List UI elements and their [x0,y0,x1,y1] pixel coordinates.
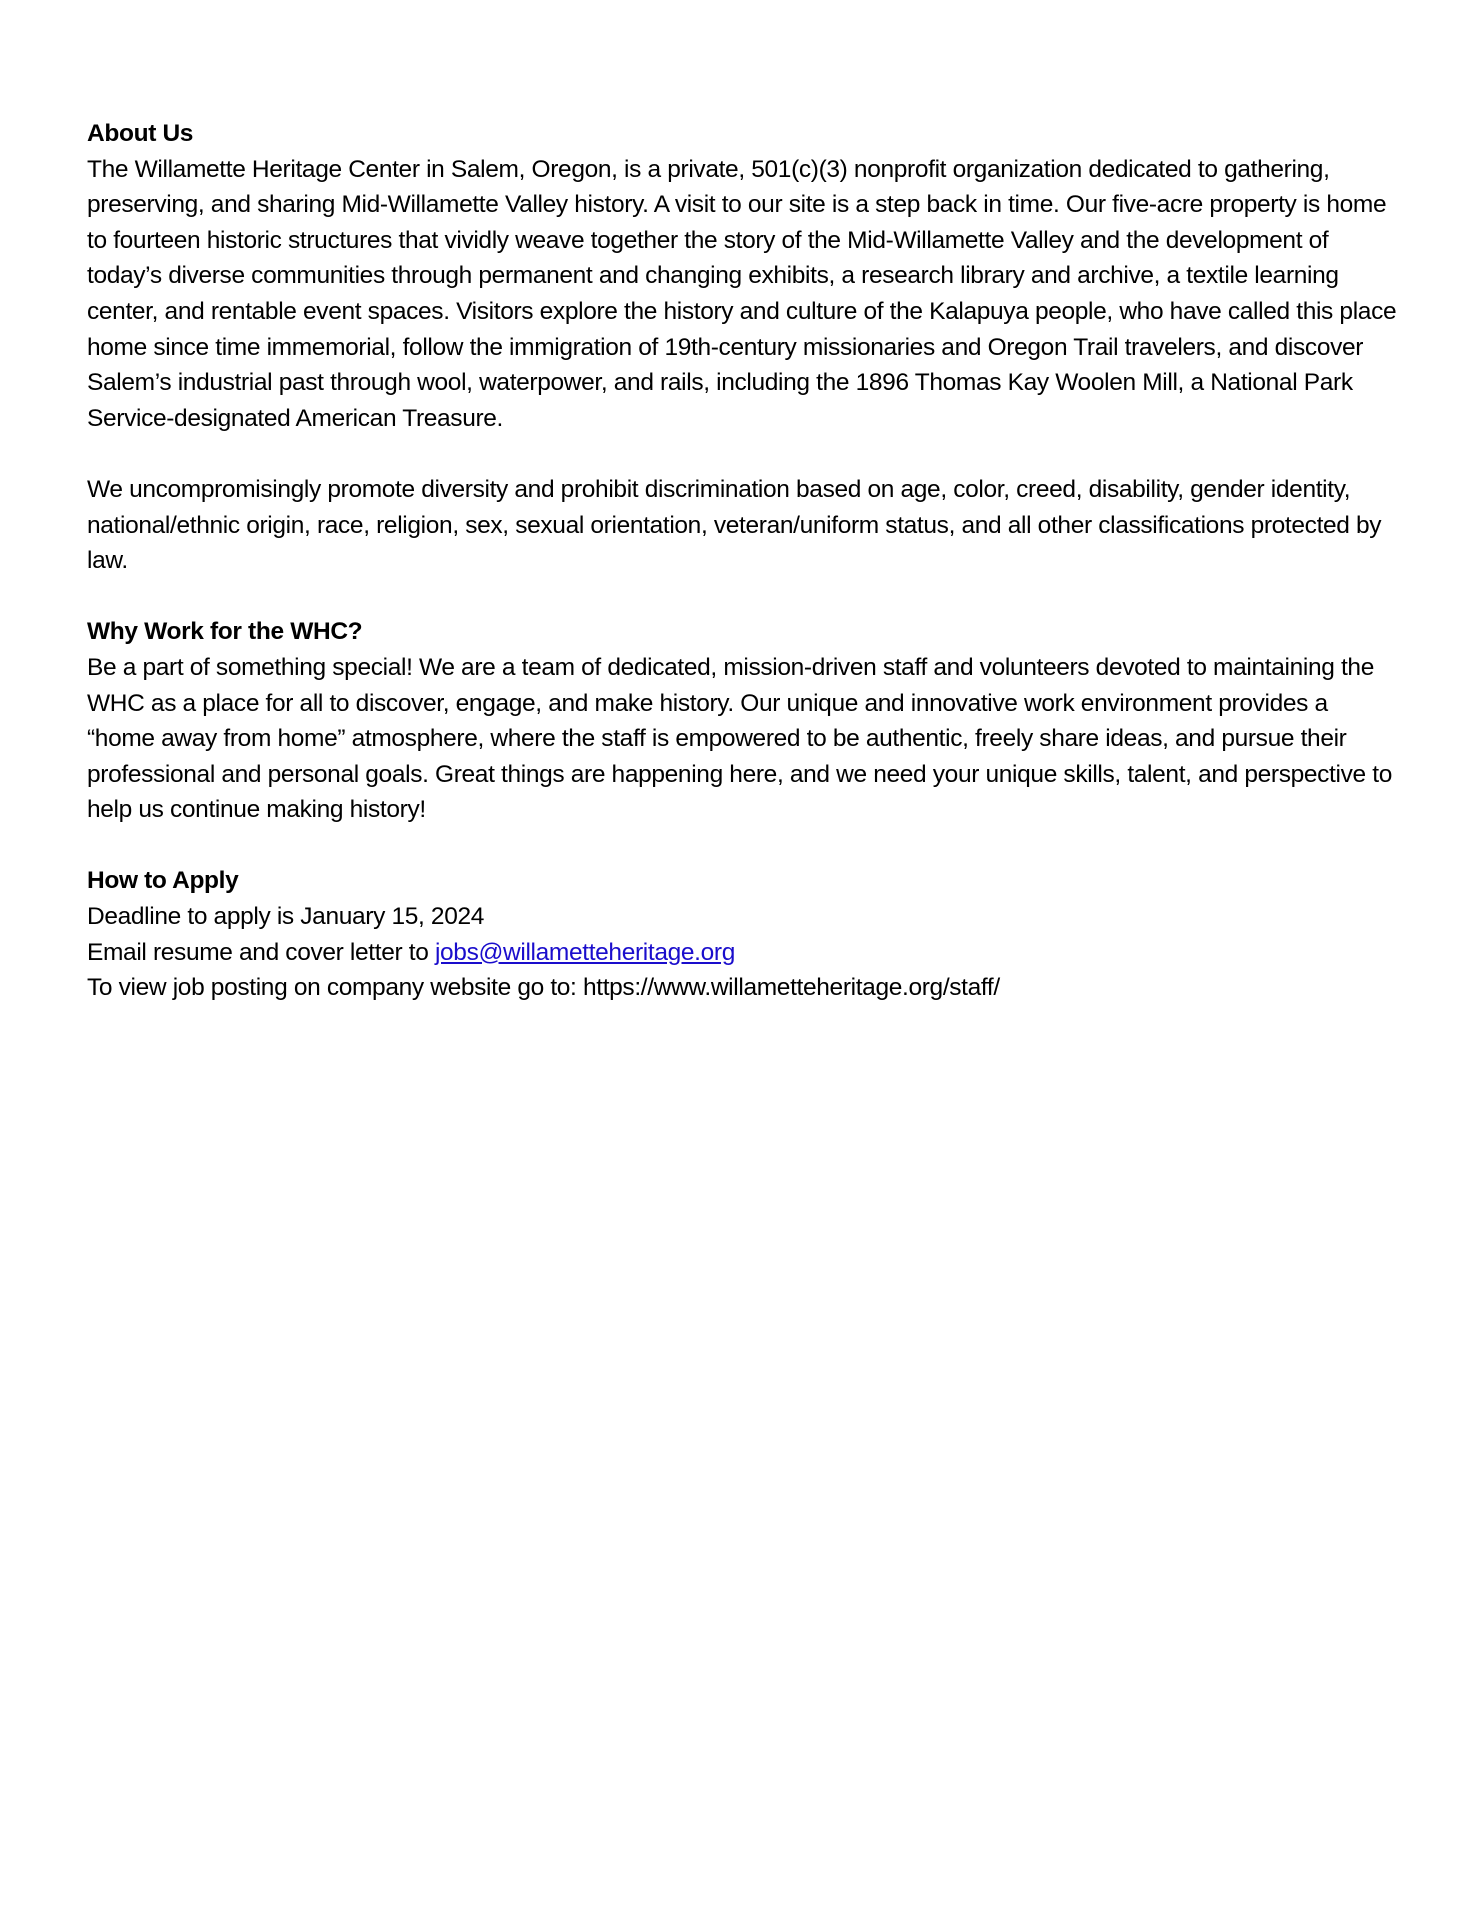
how-to-apply-heading: How to Apply [87,867,239,895]
website-line: To view job posting on company website go to: https://www.willametteheritage.org/staff/ [87,974,1000,1002]
email-link[interactable]: jobs@willametteheritage.org [434,938,735,966]
about-us-paragraph: The Willamette Heritage Center in Salem, Oregon, is a private, 501(c)(3) nonprofit organization dedicated to gathering, preserving, and sharing Mid-Willamette Valley history. A visit to our site is a step back in time. Our five-acre property is home to fourteen historic structures that vividly weave together the story of the Mid-Willamette Valley and the development of today’s diverse communities through permanent and changing exhibits, a research library and archive, a textile learning center, and rentable event spaces. Visitors explore the history and culture of the Kalapuya people, who have called this place home since time immemorial, follow the immigration of 19th-century missionaries and Oregon Trail travelers, and discover Salem’s industrial past through wool, waterpower, and rails, including the 1896 Thomas Kay Woolen Mill, a National Park Service-designated American Treasure. [87,155,1397,432]
email-prefix: Email resume and cover letter to [87,938,435,966]
about-us-heading: About Us [87,120,194,147]
document-page [87,116,1397,1006]
spacer [87,579,1397,615]
spacer [87,436,1397,472]
deadline-line: Deadline to apply is January 15, 2024 [87,903,485,931]
diversity-statement: We uncompromisingly promote diversity and prohibit discrimination based on age, color, creed, disability, gender identity, national/ethnic origin, race, religion, sex, sexual orientation, veteran/uniform status, and all other classifications protected by law. [87,475,1382,575]
email-line [87,935,1397,971]
why-work-heading: Why Work for the WHC? [87,618,363,646]
spacer [87,828,1397,864]
why-work-paragraph: Be a part of something special! We are a team of dedicated, mission-driven staff and volunteers devoted to maintaining the WHC as a place for all to discover, engage, and make history. Our unique and innovative work environment provides a “home away from home” atmosphere, where the staff is empowered to be authentic, freely share ideas, and pursue their professional and personal goals. Great things are happening here, and we need your unique skills, talent, and perspective to help us continue making history! [87,653,1392,824]
